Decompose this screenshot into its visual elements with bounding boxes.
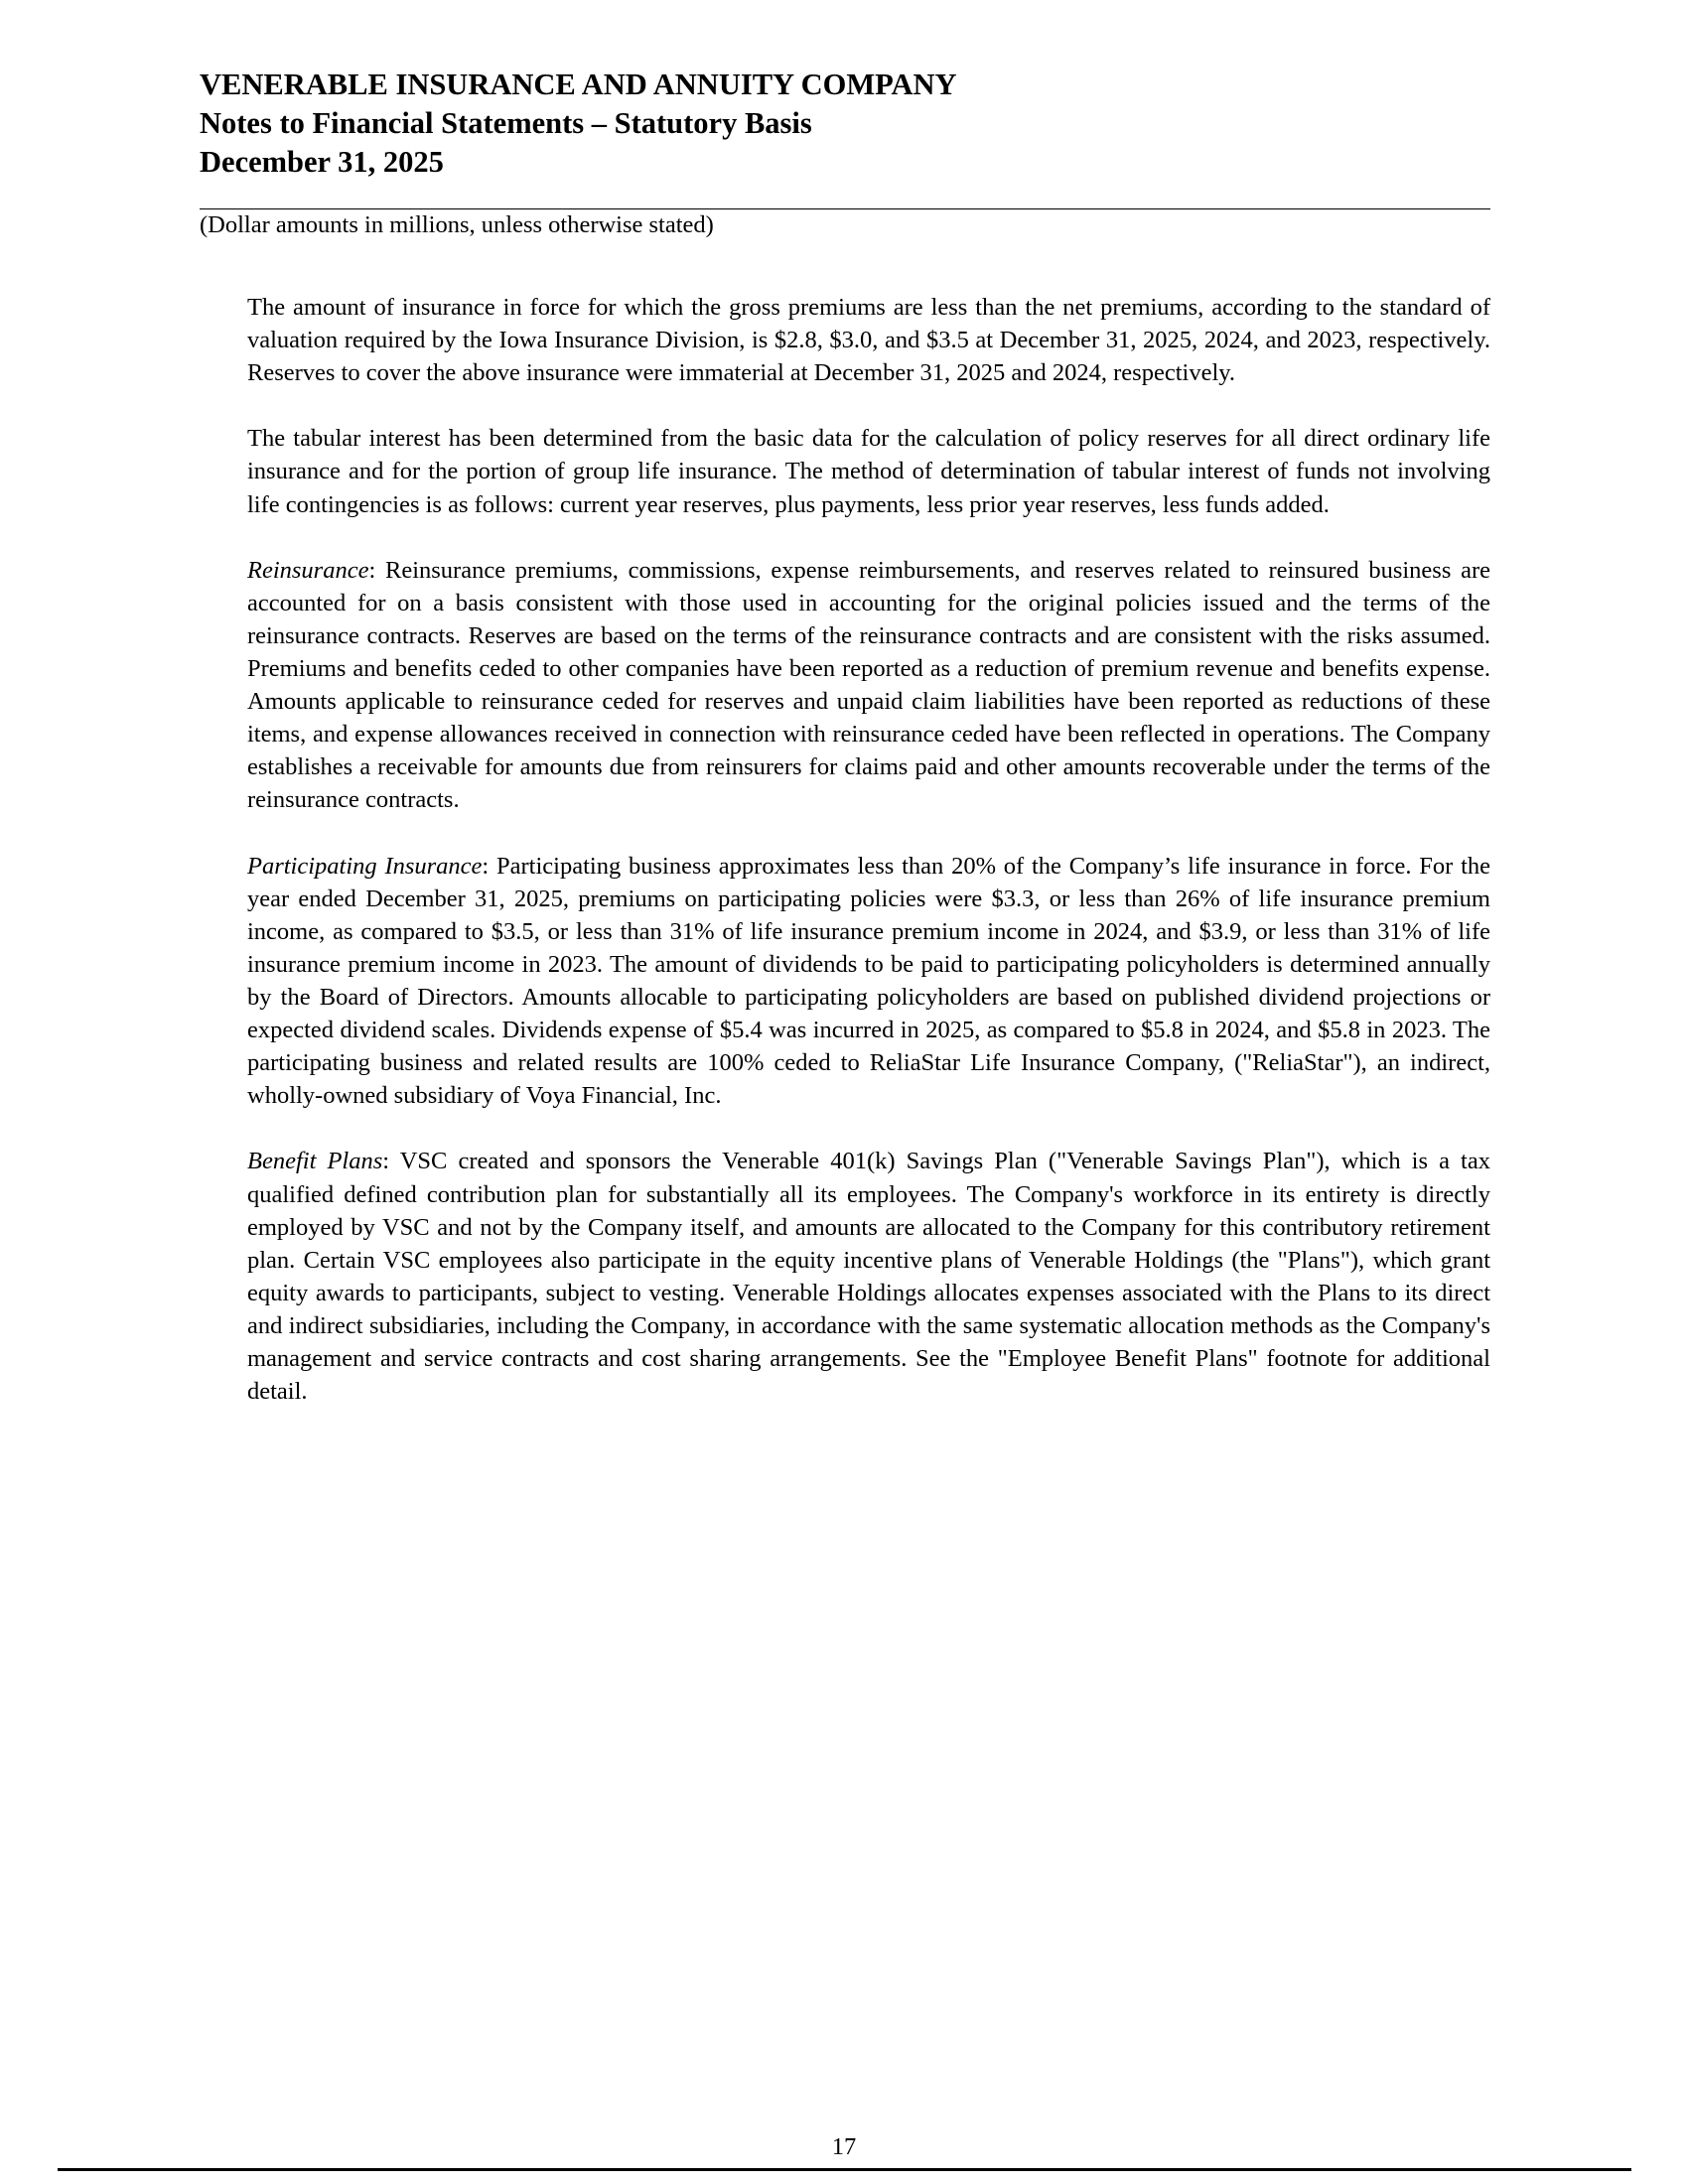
- reinsurance-heading: Reinsurance: [247, 556, 369, 584]
- notes-body: [247, 291, 1490, 1440]
- benefit-plans-heading: Benefit Plans: [247, 1148, 383, 1175]
- paragraph-tabular-interest: The tabular interest has been determined from the basic data for the calculation of policy reserves for all direct ordinary life insurance and for the portion of group life insurance. The method of determination of tabular interest of funds not involving life contingencies is as follows: current year reserves, plus payments, less prior year reserves, less funds added.: [247, 425, 1490, 518]
- paragraph-insurance-in-force: The amount of insurance in force for which the gross premiums are less than the net premiums, according to the standard of valuation required by the Iowa Insurance Division, is $2.8, $3.0, and $3.5 at December 31, 2025, 2024, and 2023, respectively. Reserves to cover the above insurance were immaterial at December 31, 2025 and 2024, respectively.: [247, 294, 1490, 387]
- statement-title: Notes to Financial Statements – Statutory Basis: [200, 106, 812, 140]
- footer-divider: [58, 2168, 1631, 2171]
- paragraph-participating-insurance: [247, 850, 1490, 1113]
- reinsurance-text: : Reinsurance premiums, commissions, expense reimbursements, and reserves related to reinsured business are accounted for on a basis consistent with those used in accounting for the original policies issued and the terms of the reinsurance contracts. Reserves are based on the terms of the reinsurance contracts and are consistent with the risks assumed. Premiums and benefits ceded to other companies have been reported as a reduction of premium revenue and benefits expense. Amounts applicable to reinsurance ceded for reserves and unpaid claim liabilities have been reported as reductions of these items, and expense allowances received in connection with reinsurance ceded have been reflected in operations. The Company establishes a receivable for amounts due from reinsurers for claims paid and other amounts recoverable under the terms of the reinsurance contracts.: [247, 556, 1490, 814]
- company-name: VENERABLE INSURANCE AND ANNUITY COMPANY: [200, 68, 957, 101]
- units-note: (Dollar amounts in millions, unless otherwise stated): [200, 211, 714, 238]
- page-header: [200, 66, 1490, 182]
- paragraph-reinsurance: [247, 554, 1490, 817]
- statement-date: December 31, 2025: [200, 145, 444, 179]
- header-divider: [200, 208, 1490, 209]
- paragraph-benefit-plans: [247, 1145, 1490, 1408]
- benefit-plans-text: : VSC created and sponsors the Venerable 401(k) Savings Plan ("Venerable Savings Plan"), which is a tax qualified defined contribution plan for substantially all its employees. The Company's workforce in its entirety is directly employed by VSC and not by the Company itself, and amounts are allocated to the Company for this contributory retirement plan. Certain VSC employees also participate in the equity incentive plans of Venerable Holdings (the "Plans"), which grant equity awards to participants, subject to vesting. Venerable Holdings allocates expenses associated with the Plans to its direct and indirect subsidiaries, including the Company, in accordance with the same systematic allocation methods as the Company's management and service contracts and cost sharing arrangements. See the "Employee Benefit Plans" footnote for additional detail.: [247, 1148, 1490, 1406]
- participating-insurance-text: : Participating business approximates less than 20% of the Company’s life insurance in force. For the year ended December 31, 2025, premiums on participating policies were $3.3, or less than 26% of life insurance premium income, as compared to $3.5, or less than 31% of life insurance premium income in 2024, and $3.9, or less than 31% of life insurance premium income in 2023. The amount of dividends to be paid to participating policyholders is determined annually by the Board of Directors. Amounts allocable to participating policyholders are based on published dividend projections or expected dividend scales. Dividends expense of $5.4 was incurred in 2025, as compared to $5.8 in 2024, and $5.8 in 2023. The participating business and related results are 100% ceded to ReliaStar Life Insurance Company, ("ReliaStar"), an indirect, wholly-owned subsidiary of Voya Financial, Inc.: [247, 852, 1490, 1110]
- participating-insurance-heading: Participating Insurance: [247, 852, 483, 880]
- page-number: 17: [831, 2133, 857, 2160]
